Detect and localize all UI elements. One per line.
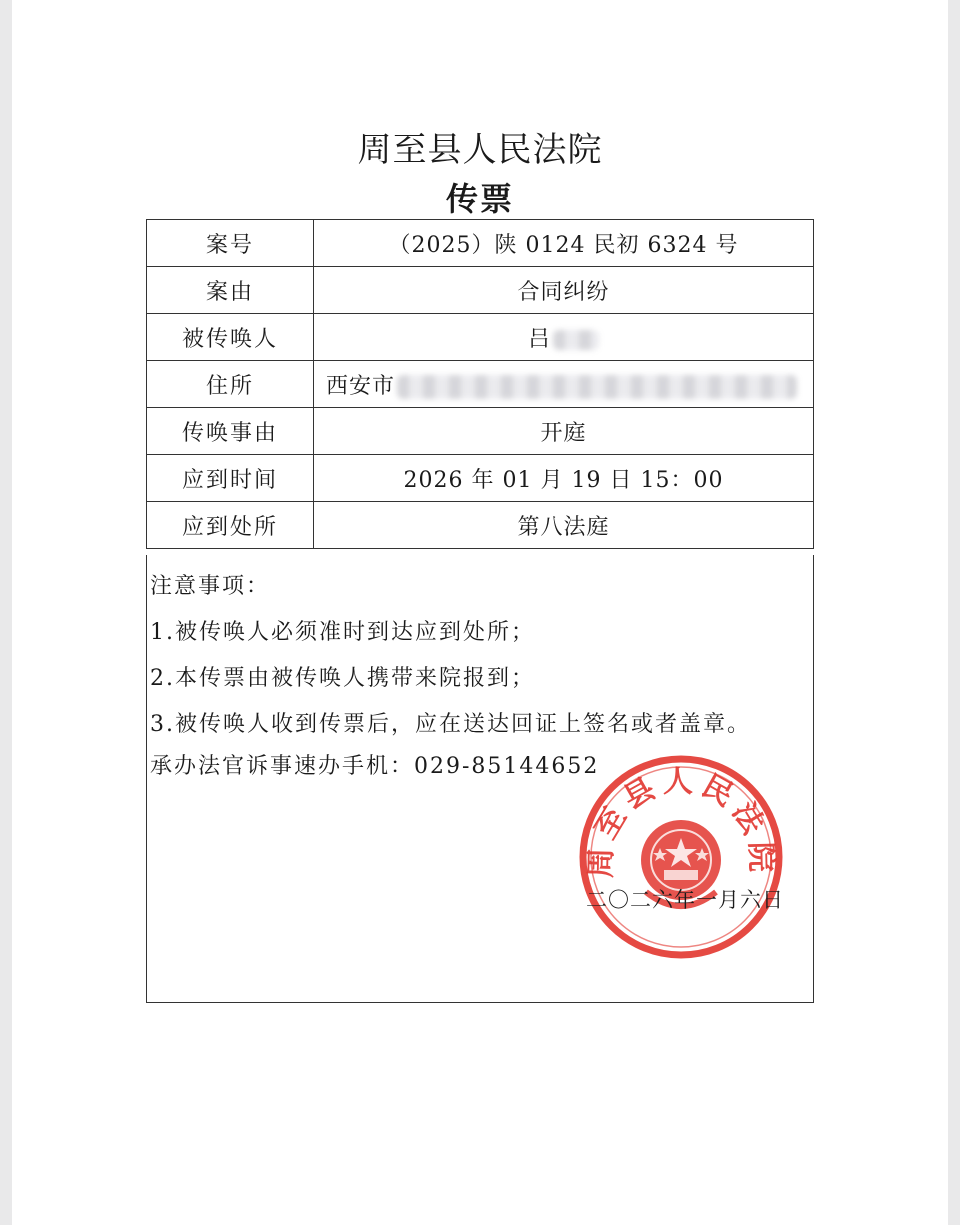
note-item-3: 3.被传唤人收到传票后，应在送达回证上签名或者盖章。: [150, 712, 751, 737]
appearance-place-value: 第八法庭: [314, 502, 814, 549]
redacted-name-blur: [553, 330, 599, 350]
issue-date: 二〇二六年一月六日: [586, 888, 784, 912]
document-title: 传票: [445, 180, 514, 218]
table-row: [147, 314, 814, 361]
case-cause-label: 案由: [147, 267, 314, 314]
judge-contact: 承办法官诉事速办手机：029-85144652: [150, 754, 600, 779]
table-row: [147, 220, 814, 267]
appearance-place-label: 应到处所: [147, 502, 314, 549]
note-item-1: 1.被传唤人必须准时到达应到处所；: [150, 620, 535, 645]
seal-text: 周至县人民法院: [583, 764, 779, 879]
notes-heading: 注意事项：: [150, 574, 271, 599]
summons-reason-label: 传唤事由: [147, 408, 314, 455]
appearance-time-value: 2026 年 01 月 19 日 15：00: [314, 455, 814, 502]
court-seal: [576, 752, 786, 962]
address-label: 住所: [147, 361, 314, 408]
table-row: [147, 267, 814, 314]
redacted-address-blur: [397, 375, 797, 399]
summoned-person-value: 吕: [527, 326, 551, 352]
table-row: [147, 455, 814, 502]
table-row: [147, 408, 814, 455]
table-row: [147, 502, 814, 549]
table-row: [147, 361, 814, 408]
summons-info-table: [146, 219, 814, 549]
address-value: 西安市: [326, 373, 396, 399]
summoned-person-label: 被传唤人: [147, 314, 314, 361]
court-name: 周至县人民法院: [357, 130, 603, 170]
appearance-time-label: 应到时间: [147, 455, 314, 502]
address-cell: [314, 361, 814, 408]
case-cause-value: 合同纠纷: [314, 267, 814, 314]
note-item-2: 2.本传票由被传唤人携带来院报到；: [150, 666, 535, 691]
summoned-person-cell: [314, 314, 814, 361]
summons-reason-value: 开庭: [314, 408, 814, 455]
case-number-value: （2025）陕 0124 民初 6324 号: [314, 220, 814, 267]
case-number-label: 案号: [147, 220, 314, 267]
